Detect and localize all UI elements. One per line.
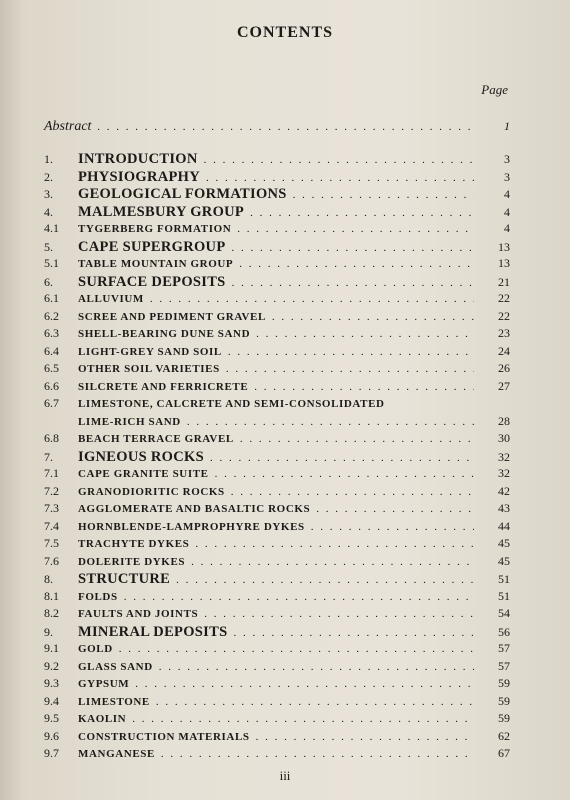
dot-leader — [272, 311, 474, 323]
toc-entry-number: 6.8 — [44, 431, 59, 445]
dot-leader — [156, 696, 474, 708]
toc-entry[interactable] — [44, 536, 510, 554]
toc-entry-label: PHYSIOGRAPHY — [78, 168, 201, 185]
toc-entry-page: 24 — [498, 343, 510, 358]
toc-entry[interactable] — [44, 606, 510, 624]
dot-leader — [187, 416, 474, 428]
toc-entry-page: 22 — [498, 291, 510, 305]
toc-entry-number: 6.5 — [44, 361, 59, 375]
toc-entry-label: SHELL-BEARING DUNE SAND — [78, 328, 251, 340]
toc-entry-number: 6.6 — [44, 378, 59, 393]
dot-leader — [233, 627, 474, 639]
toc-entry[interactable] — [44, 239, 510, 257]
toc-entry-number: 9.5 — [44, 711, 59, 725]
toc-entry-label: HORNBLENDE-LAMPROPHYRE DYKES — [78, 520, 305, 533]
toc-entry-label: BEACH TERRACE GRAVEL — [78, 433, 234, 445]
toc-entry-number: 9.2 — [44, 658, 59, 673]
dot-leader — [226, 363, 474, 375]
toc-entry-page: 22 — [498, 308, 510, 323]
toc-entry[interactable] — [44, 554, 510, 572]
toc-entry-number: 8.1 — [44, 588, 59, 603]
toc-entry-page: 32 — [498, 466, 510, 480]
toc-entry-page: 67 — [498, 746, 510, 760]
toc-entry-page: 51 — [498, 588, 510, 603]
toc-entry[interactable] — [44, 484, 510, 502]
toc-entry-number: 9.1 — [44, 641, 59, 655]
toc-entry-page: 28 — [498, 413, 510, 428]
toc-entry[interactable] — [44, 694, 510, 712]
toc-entry-page: 51 — [498, 572, 510, 586]
toc-entry-page: 30 — [498, 431, 510, 445]
toc-entry-label: MALMESBURY GROUP — [78, 203, 245, 220]
toc-entry-page: 44 — [498, 518, 510, 533]
toc-entry[interactable] — [44, 659, 510, 677]
dot-leader — [254, 381, 474, 393]
toc-entry-page: 59 — [498, 711, 510, 725]
toc-entry-number: 3. — [44, 187, 53, 201]
toc-entry-page: 4 — [504, 187, 510, 201]
toc-entry[interactable] — [44, 449, 510, 467]
dot-leader — [256, 731, 474, 743]
toc-entry-page: 21 — [498, 274, 510, 289]
toc-entry[interactable] — [44, 431, 510, 449]
toc-entry-label: DOLERITE DYKES — [78, 555, 186, 568]
page-column-header: Page — [481, 82, 508, 97]
toc-entry-label: Abstract — [44, 119, 92, 134]
toc-entry-label: SURFACE DEPOSITS — [78, 273, 226, 290]
toc-entry[interactable] — [44, 221, 510, 239]
toc-entry-number: 6.7 — [44, 396, 59, 410]
toc-entry-label: TABLE MOUNTAIN GROUP — [78, 258, 234, 270]
toc-entry[interactable] — [44, 186, 510, 204]
toc-entry-page: 59 — [498, 693, 510, 708]
toc-entry-number: 7.5 — [44, 536, 59, 550]
toc-entry-label: INTRODUCTION — [78, 151, 198, 167]
toc-entry[interactable] — [44, 624, 510, 642]
toc-entry-number: 9.4 — [44, 693, 59, 708]
dot-leader — [195, 538, 474, 550]
toc-entry-label: GYPSUM — [78, 678, 130, 690]
dot-leader — [97, 121, 474, 133]
toc-entry[interactable] — [44, 729, 510, 747]
toc-entry-page: 56 — [498, 624, 510, 639]
toc-entry-page: 59 — [498, 676, 510, 690]
toc-entry[interactable] — [44, 519, 510, 537]
toc-entry-label: GEOLOGICAL FORMATIONS — [78, 186, 287, 202]
dot-leader — [204, 608, 474, 620]
toc-entry-number: 7.6 — [44, 553, 59, 568]
dot-leader — [231, 486, 474, 498]
toc-entry-page: 4 — [504, 204, 510, 219]
toc-entry-label: FAULTS AND JOINTS — [78, 608, 199, 620]
dot-leader — [240, 433, 474, 445]
toc-entry-number: 9.3 — [44, 676, 59, 690]
toc-entry-label: FOLDS — [78, 590, 118, 603]
toc-entry-label: SCREE AND PEDIMENT GRAVEL — [78, 310, 266, 323]
toc-entry-page: 3 — [504, 152, 510, 166]
toc-entry[interactable] — [44, 326, 510, 344]
toc-entry[interactable] — [44, 379, 510, 397]
dot-leader — [311, 521, 474, 533]
dot-leader — [256, 328, 474, 340]
toc-entry-label: GRANODIORITIC ROCKS — [78, 485, 225, 498]
toc-entry-label: MINERAL DEPOSITS — [78, 623, 228, 640]
toc-entry-label: TYGERBERG FORMATION — [78, 223, 232, 235]
dot-leader — [232, 277, 474, 289]
toc-entry-page: 13 — [498, 256, 510, 270]
toc-entry[interactable] — [44, 746, 510, 764]
toc-entry-page: 13 — [498, 239, 510, 254]
toc-entry-label: MANGANESE — [78, 748, 155, 760]
toc-entry[interactable] — [44, 204, 510, 222]
toc-entry[interactable] — [44, 466, 510, 484]
toc-entry-label: LIME-RICH SAND — [78, 415, 181, 428]
toc-entry-number: 8. — [44, 572, 53, 586]
toc-entry-number: 4. — [44, 204, 53, 219]
dot-leader — [206, 172, 474, 184]
toc-entry[interactable] — [44, 256, 510, 274]
toc-entry-label: SILCRETE AND FERRICRETE — [78, 380, 249, 393]
dot-leader — [239, 258, 474, 270]
spacer — [44, 139, 510, 151]
toc-entry-number: 9.6 — [44, 728, 59, 743]
toc-entry-label: TRACHYTE DYKES — [78, 538, 190, 550]
toc-entry-label: LIGHT-GREY SAND SOIL — [78, 345, 222, 358]
dot-leader — [228, 346, 474, 358]
toc-entry-label: LIMESTONE, CALCRETE AND SEMI-CONSOLIDATED — [78, 398, 385, 410]
dot-leader — [204, 154, 474, 166]
dot-leader — [250, 207, 474, 219]
toc-entry[interactable] — [44, 396, 510, 414]
toc-entry-number: 7.3 — [44, 501, 59, 515]
toc-entry-page: 45 — [498, 553, 510, 568]
toc-entry-page: 42 — [498, 483, 510, 498]
toc-entry-number: 4.1 — [44, 221, 59, 235]
toc-entry-label: GLASS SAND — [78, 660, 153, 673]
toc-entry[interactable] — [44, 501, 510, 519]
table-of-contents — [44, 119, 510, 764]
toc-entry-number: 9.7 — [44, 746, 59, 760]
toc-entry[interactable] — [44, 571, 510, 589]
toc-entry-page: 62 — [498, 728, 510, 743]
toc-entry[interactable] — [44, 344, 510, 362]
dot-leader — [135, 678, 474, 690]
toc-entry-label: ALLUVIUM — [78, 293, 144, 305]
dot-leader — [316, 503, 474, 515]
toc-entry-number: 7.4 — [44, 518, 59, 533]
toc-entry-label: CONSTRUCTION MATERIALS — [78, 730, 250, 743]
toc-entry-number: 1. — [44, 152, 53, 166]
dot-leader — [176, 574, 474, 586]
toc-entry-page: 27 — [498, 378, 510, 393]
dot-leader — [191, 556, 474, 568]
toc-entry[interactable] — [44, 414, 510, 432]
page-folio: iii — [279, 768, 291, 783]
toc-entry-page: 57 — [498, 641, 510, 655]
toc-entry[interactable] — [44, 589, 510, 607]
toc-entry-abstract[interactable] — [44, 119, 510, 139]
toc-entry-page: 57 — [498, 658, 510, 673]
toc-entry-page: 43 — [498, 501, 510, 515]
dot-leader — [237, 223, 474, 235]
toc-entry-number: 7.1 — [44, 466, 59, 480]
toc-entry-page: 4 — [504, 221, 510, 235]
toc-entry-label: STRUCTURE — [78, 571, 171, 587]
toc-entry-number: 6.2 — [44, 308, 59, 323]
dot-leader — [132, 713, 474, 725]
toc-entry-number: 6.4 — [44, 343, 59, 358]
toc-entry-page: 23 — [498, 326, 510, 340]
toc-entry-number: 2. — [44, 169, 53, 184]
toc-entry-number: 5. — [44, 239, 53, 254]
toc-entry[interactable] — [44, 309, 510, 327]
toc-entries — [44, 151, 510, 764]
toc-entry-number: 8.2 — [44, 606, 59, 620]
toc-entry[interactable] — [44, 274, 510, 292]
toc-entry-label: CAPE SUPERGROUP — [78, 238, 226, 255]
toc-entry-page: 32 — [498, 449, 510, 464]
toc-entry-label: GOLD — [78, 643, 113, 655]
toc-entry-number: 7. — [44, 449, 53, 464]
toc-entry-number: 6. — [44, 274, 53, 289]
toc-entry-number: 9. — [44, 624, 53, 639]
toc-entry[interactable] — [44, 711, 510, 729]
toc-entry-page: 3 — [504, 169, 510, 184]
toc-entry-label: IGNEOUS ROCKS — [78, 448, 204, 465]
toc-entry[interactable] — [44, 641, 510, 659]
dot-leader — [232, 242, 475, 254]
dot-leader — [161, 748, 474, 760]
dot-leader — [215, 468, 474, 480]
toc-entry-label: OTHER SOIL VARIETIES — [78, 363, 220, 375]
dot-leader — [293, 189, 474, 201]
toc-entry-page: 45 — [498, 536, 510, 550]
toc-entry-label: AGGLOMERATE AND BASALTIC ROCKS — [78, 503, 311, 515]
toc-entry[interactable] — [44, 676, 510, 694]
toc-entry-number: 6.3 — [44, 326, 59, 340]
toc-entry-number: 6.1 — [44, 291, 59, 305]
toc-entry[interactable] — [44, 169, 510, 187]
toc-entry[interactable] — [44, 291, 510, 309]
toc-entry-label: LIMESTONE — [78, 695, 150, 708]
toc-entry-label: CAPE GRANITE SUITE — [78, 468, 209, 480]
toc-entry-page: 26 — [498, 361, 510, 375]
toc-entry-page: 54 — [498, 606, 510, 620]
toc-entry-label: KAOLIN — [78, 713, 127, 725]
toc-entry-number: 5.1 — [44, 256, 59, 270]
toc-entry[interactable] — [44, 151, 510, 169]
dot-leader — [210, 452, 474, 464]
toc-entry-page: 1 — [504, 119, 510, 133]
toc-entry-number: 7.2 — [44, 483, 59, 498]
dot-leader — [119, 643, 474, 655]
page-title: CONTENTS — [236, 24, 334, 41]
dot-leader — [159, 661, 474, 673]
dot-leader — [150, 293, 474, 305]
dot-leader — [124, 591, 474, 603]
toc-entry[interactable] — [44, 361, 510, 379]
